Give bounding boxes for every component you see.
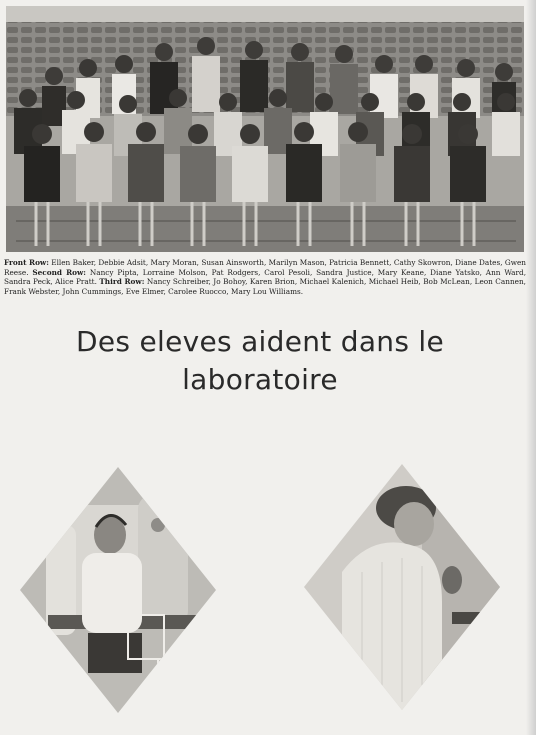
- diamond-photo-teacher: [302, 462, 502, 712]
- heading-line-2: laboratoire: [182, 363, 338, 396]
- page-edge-shadow: [526, 0, 536, 735]
- front-row-names: Ellen Baker, Debbie Adsit, Mary Moran, Susan Ainsworth, Marilyn Mason, Patricia Bennett, Cathy Skowron, Diane Dates, Gwen Reese.: [4, 258, 526, 277]
- heading-line-1: Des eleves aident dans le: [75, 325, 445, 358]
- second-row-names: Nancy Pipta, Lorraine Molson, Pat Rodgers, Carol Pesoli, Sandra Justice, Mary Keane, Diane Yatsko, Ann Ward, Sandra Peck, Alice Pratt.: [4, 267, 527, 287]
- photo-caption: [4, 258, 526, 296]
- diamond-photo-student: [18, 465, 218, 715]
- third-row-names: Nancy Schreiber, Jo Bohoy, Karen Brion, Michael Kalenich, Michael Heib, Bob McLean, Leon Cannen, Frank Webster, John Cummings, Eve Elmer, Carolee Ruocco, Mary Lou Williams.: [4, 277, 526, 296]
- group-photo: [6, 6, 524, 252]
- front-row-label: Front Row:: [4, 258, 49, 267]
- second-row-label: Second Row:: [32, 267, 86, 277]
- page-heading: [30, 323, 490, 399]
- third-row-label: Third Row:: [99, 277, 145, 287]
